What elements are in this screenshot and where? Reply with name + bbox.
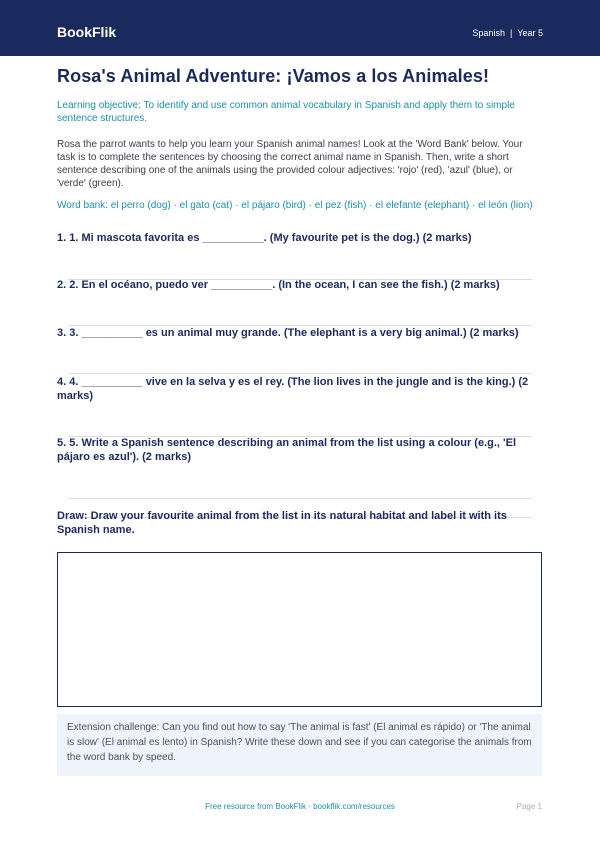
- question-5: 5. 5. Write a Spanish sentence describing an animal from the list using a colour (e.g., 'El pájaro es azul'). (2 marks): [57, 437, 517, 463]
- subject-name: Spanish: [472, 28, 505, 38]
- extension-challenge: Extension challenge: Can you find out how to say 'The animal is fast' (El animal es rápido) or 'The animal is slow' (El animal es lento) in Spanish? Write these down and see if you can categorise the animals from the word bank by speed.: [57, 714, 542, 776]
- year-level: Year 5: [517, 28, 543, 38]
- subject-label: [472, 28, 543, 38]
- question-1: 1. 1. Mi mascota favorita es __________. (My favourite pet is the dog.) (2 marks): [57, 232, 472, 244]
- learning-objective: Learning objective: To identify and use common animal vocabulary in Spanish and apply them to simple sentence structures.: [57, 100, 515, 124]
- draw-prompt: Draw: Draw your favourite animal from the list in its natural habitat and label it with its Spanish name.: [57, 510, 507, 536]
- word-bank: Word bank: el perro (dog) · el gato (cat) · el pájaro (bird) · el pez (fish) · el elefante (elephant) · el león (lion): [57, 200, 533, 211]
- separator: |: [509, 28, 513, 38]
- page-title: Rosa's Animal Adventure: ¡Vamos a los Animales!: [57, 66, 490, 86]
- question-4: 4. 4. __________ vive en la selva y es el rey. (The lion lives in the jungle and is the king.) (2 marks): [57, 376, 529, 402]
- header-bar: [0, 0, 600, 56]
- answer-line-3[interactable]: [68, 373, 532, 374]
- question-2: 2. 2. En el océano, puedo ver __________. (In the ocean, I can see the fish.) (2 marks): [57, 279, 500, 291]
- question-3: 3. 3. __________ es un animal muy grande. (The elephant is a very big animal.) (2 marks): [57, 327, 519, 339]
- footer-resource-link[interactable]: Free resource from BookFlik · bookflik.com/resources: [205, 802, 395, 811]
- page-number: Page 1: [516, 802, 542, 811]
- drawing-area[interactable]: [57, 552, 542, 707]
- intro-text: Rosa the parrot wants to help you learn your Spanish animal names! Look at the 'Word Bank' below. Your task is to complete the sentences by choosing the correct animal name in Spanish. Then, write a short sentence describing one of the animals using the provided colour adjectives: 'rojo' (red), 'azul' (blue), or 'verde' (green).: [57, 139, 523, 189]
- answer-line-5[interactable]: [68, 498, 532, 499]
- brand-logo[interactable]: BookFlik: [57, 24, 117, 40]
